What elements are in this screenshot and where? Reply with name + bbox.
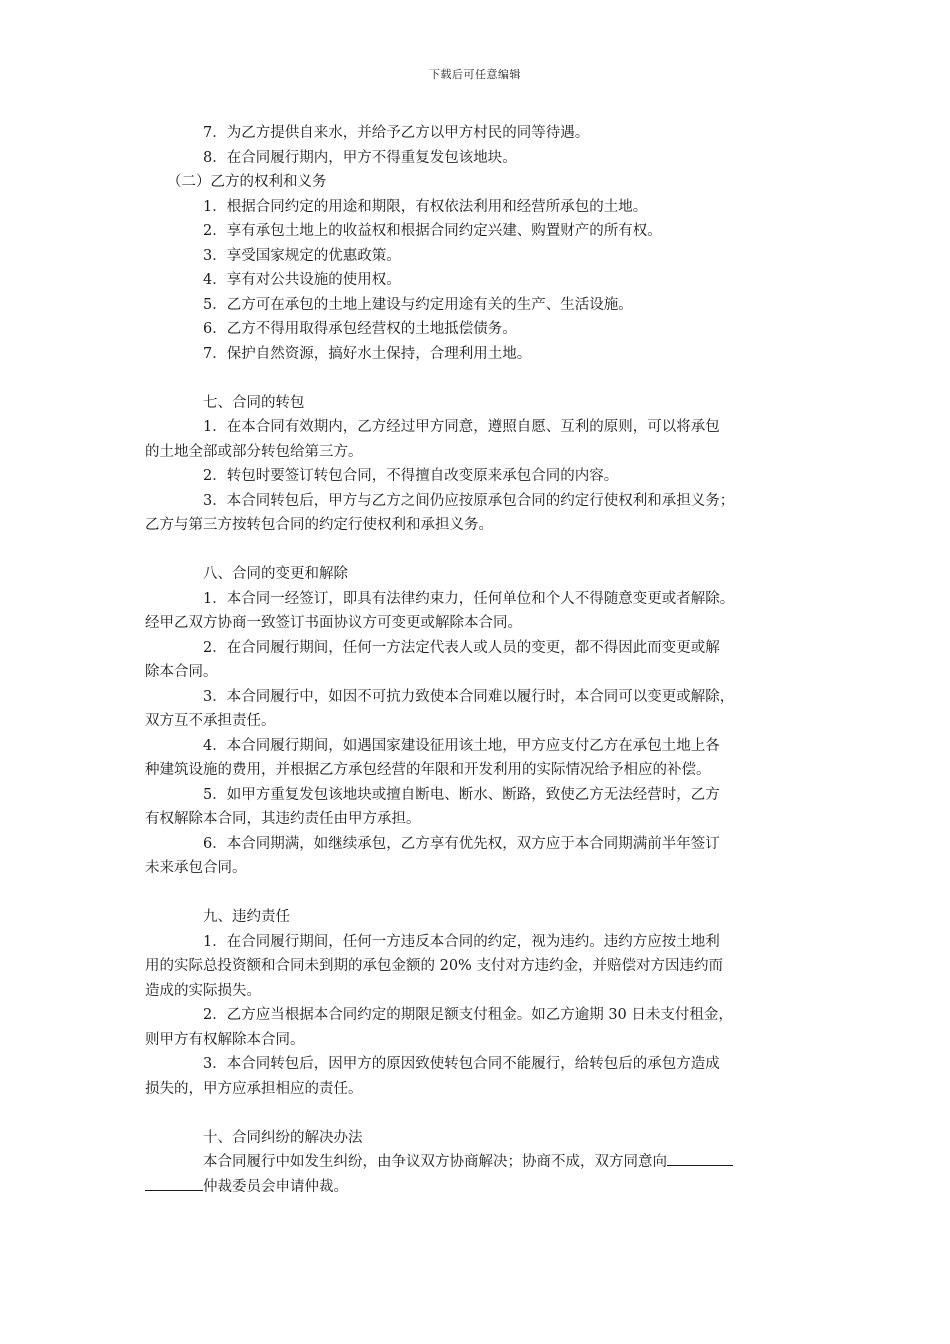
clause-7-1-line1: 1．在本合同有效期内，乙方经过甲方同意，遵照自愿、互利的原则，可以将承包 [203,419,720,435]
clause-9-3-line1: 3．本合同转包后，因甲方的原因致使转包合同不能履行，给转包后的承包方造成 [203,1056,720,1072]
arbitration-blank-line [667,1150,733,1166]
clause-8-4-line2: 种建筑设施的费用，并根据乙方承包经营的年限和开发利用的实际情况给予相应的补偿。 [145,762,711,778]
section-8-title: 八、合同的变更和解除 [203,566,348,582]
clause-10-1-line1 [145,1150,810,1175]
clause-10-1-text: 本合同履行中如发生纠纷，由争议双方协商解决；协商不成，双方同意向 [203,1154,667,1170]
clause-a-7: 7．为乙方提供自来水，并给予乙方以甲方村民的同等待遇。 [203,125,590,141]
arbitration-blank-line-cont [145,1175,203,1191]
clause-7-3-line1: 3．本合同转包后，甲方与乙方之间仍应按原承包合同的约定行使权利和承担义务； [203,492,735,509]
page-header-note: 下载后可任意编辑 [429,68,521,81]
clause-7-1-line2: 的土地全部或部分转包给第三方。 [145,443,363,460]
clause-8-1-line2: 经甲乙双方协商一致签订书面协议方可变更或解除本合同。 [145,615,522,631]
clause-8-6-line1: 6．本合同期满，如继续承包，乙方享有优先权，双方应于本合同期满前半年签订 [203,835,720,852]
clause-b-7: 7．保护自然资源，搞好水土保持，合理利用土地。 [203,345,532,362]
section-9-title: 九、违约责任 [203,909,290,925]
document-body [145,121,810,1199]
clause-b-6: 6．乙方不得用取得承包经营权的土地抵偿债务。 [203,321,517,337]
clause-b-3: 3．享受国家规定的优惠政策。 [203,247,401,264]
section-10-title: 十、合同纠纷的解决办法 [203,1129,363,1146]
clause-8-4-line1: 4．本合同履行期间，如遇国家建设征用该土地，甲方应支付乙方在承包土地上各 [203,737,720,754]
clause-8-5-line2: 有权解除本合同，其违约责任由甲方承担。 [145,811,421,827]
section-7-title: 七、合同的转包 [203,394,305,411]
section-gap [145,538,810,563]
clause-b-5: 5．乙方可在承包的土地上建设与约定用途有关的生产、生活设施。 [203,296,633,313]
clause-9-3-line2: 损失的，甲方应承担相应的责任。 [145,1080,363,1097]
clause-10-1-text-cont: 仲裁委员会申请仲裁。 [203,1178,348,1195]
clause-b-2: 2．享有承包土地上的收益权和根据合同约定兴建、购置财产的所有权。 [203,223,662,239]
section-b-title: （二）乙方的权利和义务 [167,174,327,190]
clause-9-2-line2: 则甲方有权解除本合同。 [145,1031,305,1048]
section-gap [145,366,810,391]
clause-10-1-line2 [145,1175,810,1200]
clause-8-3-line2: 双方互不承担责任。 [145,713,276,729]
section-gap [145,1101,810,1126]
clause-7-2-line1: 2．转包时要签订转包合同，不得擅自改变原来承包合同的内容。 [203,468,619,484]
clause-7-3-line2: 乙方与第三方按转包合同的约定行使权利和承担义务。 [145,517,493,533]
clause-8-1-line1: 1．本合同一经签订，即具有法律约束力，任何单位和个人不得随意变更或者解除。 [203,590,735,607]
clause-9-1-line1: 1．在合同履行期间，任何一方违反本合同的约定，视为违约。违约方应按土地利 [203,933,720,950]
clause-8-5-line1: 5．如甲方重复发包该地块或擅自断电、断水、断路，致使乙方无法经营时，乙方 [203,786,720,803]
clause-8-3-line1: 3．本合同履行中，如因不可抗力致使本合同难以履行时，本合同可以变更或解除， [203,688,735,705]
clause-8-6-line2: 未来承包合同。 [145,860,247,876]
clause-b-1: 1．根据合同约定的用途和期限，有权依法利用和经营所承包的土地。 [203,198,648,215]
clause-a-8: 8．在合同履行期内，甲方不得重复发包该地块。 [203,149,517,166]
clause-b-4: 4．享有对公共设施的使用权。 [203,272,401,288]
clause-8-2-line2: 除本合同。 [145,664,218,680]
clause-9-1-line2: 用的实际总投资额和合同未到期的承包金额的 20% 支付对方违约金，并赔偿对方因违约而 [145,958,723,974]
section-gap [145,881,810,906]
clause-9-1-line3: 造成的实际损失。 [145,982,261,999]
clause-8-2-line1: 2．在合同履行期间，任何一方法定代表人或人员的变更，都不得因此而变更或解 [203,639,720,656]
clause-9-2-line1: 2．乙方应当根据本合同约定的期限足额支付租金。如乙方逾期 30 日未支付租金， [203,1007,733,1023]
